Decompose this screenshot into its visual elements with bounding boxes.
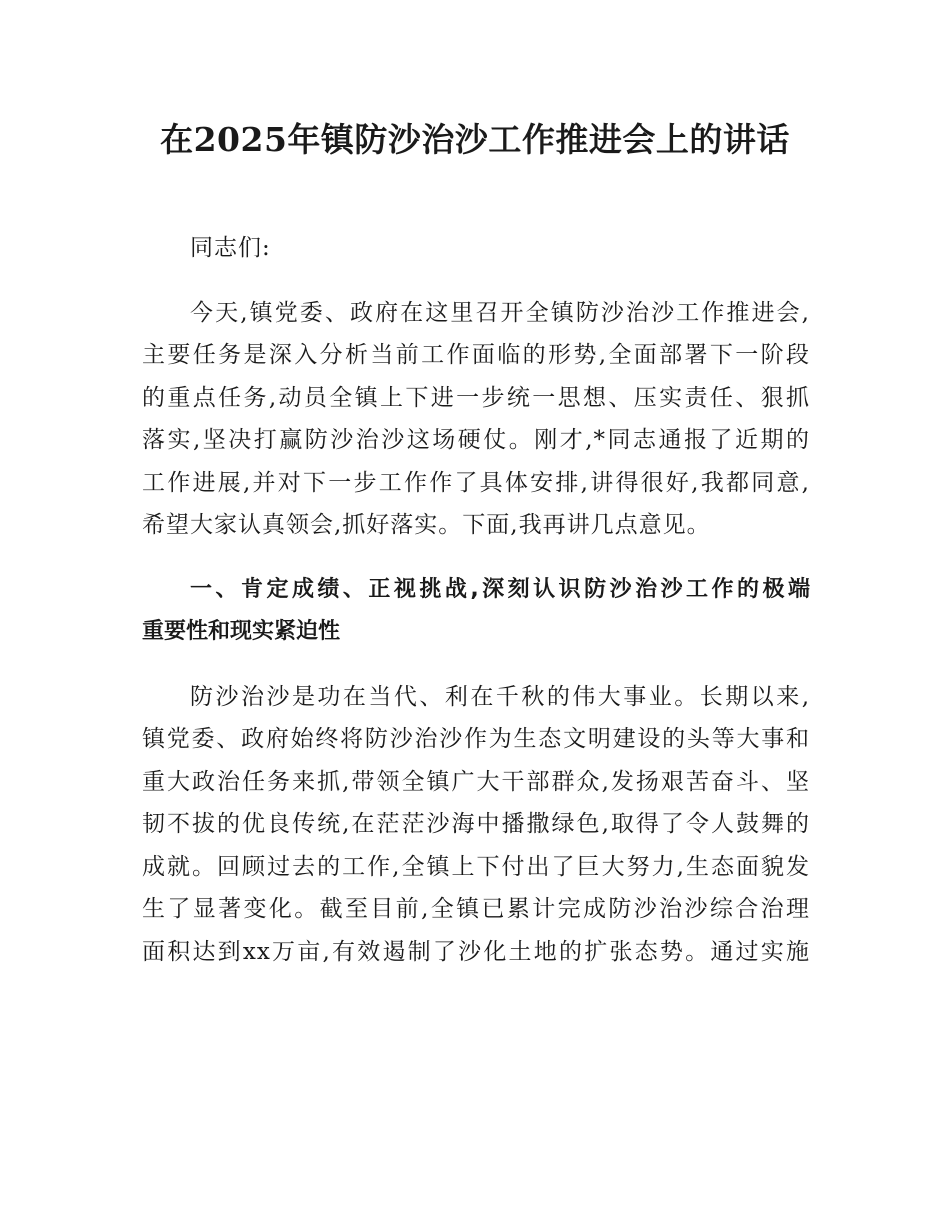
paragraph-line: 面积达到xx万亩,有效遏制了沙化土地的扩张态势。通过实施 bbox=[142, 938, 810, 965]
salutation: 同志们: bbox=[190, 235, 271, 261]
section-heading-line: 一、肯定成绩、正视挑战,深刻认识防沙治沙工作的极端 bbox=[190, 576, 810, 602]
paragraph-line: 重大政治任务来抓,带领全镇广大干部群众,发扬艰苦奋斗、坚 bbox=[142, 768, 810, 795]
section-paragraph bbox=[142, 676, 810, 974]
paragraph-line: 的重点任务,动员全镇上下进一步统一思想、压实责任、狠抓 bbox=[142, 384, 810, 411]
document-title: 在2025年镇防沙治沙工作推进会上的讲话 bbox=[160, 120, 790, 159]
section-heading-line: 重要性和现实紧迫性 bbox=[142, 619, 341, 644]
paragraph-gap bbox=[142, 654, 810, 676]
paragraph-line: 工作进展,并对下一步工作作了具体安排,讲得很好,我都同意, bbox=[142, 469, 810, 496]
paragraph-line: 成就。回顾过去的工作,全镇上下付出了巨大努力,生态面貌发 bbox=[142, 853, 810, 880]
paragraph-gap bbox=[142, 270, 810, 292]
paragraph-line: 落实,坚决打赢防沙治沙这场硬仗。刚才,*同志通报了近期的 bbox=[142, 427, 810, 453]
paragraph-line: 今天,镇党委、政府在这里召开全镇防沙治沙工作推进会, bbox=[190, 299, 810, 326]
paragraph-line: 主要任务是深入分析当前工作面临的形势,全面部署下一阶段 bbox=[142, 342, 810, 368]
paragraph-line: 防沙治沙是功在当代、利在千秋的伟大事业。长期以来, bbox=[190, 683, 810, 710]
paragraph-line: 镇党委、政府始终将防沙治沙作为生态文明建设的头等大事和 bbox=[142, 726, 810, 752]
paragraph-line: 韧不拔的优良传统,在茫茫沙海中播撒绿色,取得了令人鼓舞的 bbox=[142, 811, 810, 837]
section-heading bbox=[142, 569, 810, 654]
intro-paragraph bbox=[142, 292, 810, 547]
document-body bbox=[142, 227, 810, 973]
paragraph-gap bbox=[142, 547, 810, 569]
paragraph-line: 希望大家认真领会,抓好落实。下面,我再讲几点意见。 bbox=[142, 512, 711, 538]
paragraph-line: 生了显著变化。截至目前,全镇已累计完成防沙治沙综合治理 bbox=[142, 896, 810, 922]
